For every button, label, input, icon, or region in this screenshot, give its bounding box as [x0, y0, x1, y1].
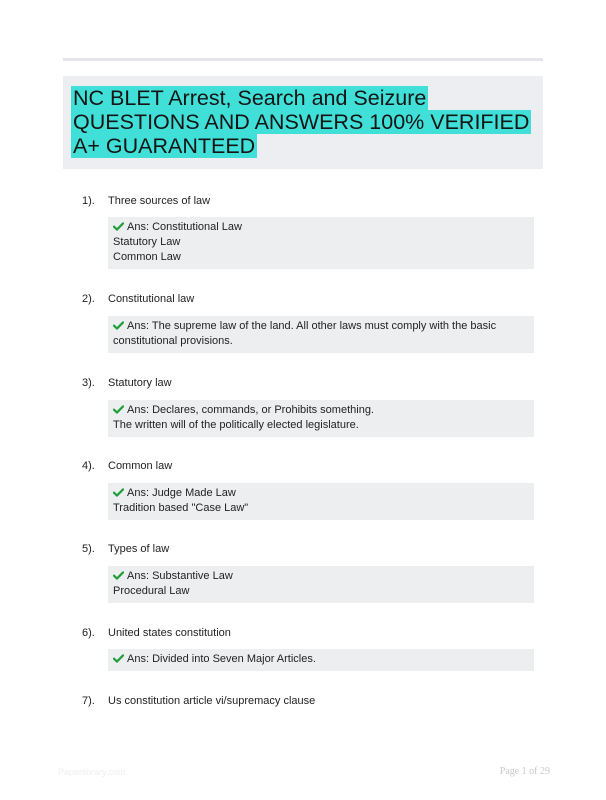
answer-text: Tradition based "Case Law"	[113, 502, 249, 514]
check-icon	[113, 488, 124, 497]
answer-text: Ans: The supreme law of the land. All other laws must comply with the basic constitutional provisions.	[113, 320, 497, 347]
answer-box	[108, 566, 534, 603]
check-icon	[113, 654, 124, 663]
answer-text: Procedural Law	[113, 585, 190, 597]
check-icon	[113, 571, 124, 580]
answer-text: Ans: Declares, commands, or Prohibits something.	[127, 404, 374, 416]
answer-text: Ans: Substantive Law	[127, 570, 233, 582]
answer-line	[113, 584, 529, 599]
answer-text: Ans: Constitutional Law	[127, 221, 242, 233]
answer-line	[113, 250, 529, 265]
question-text: United states constitution	[108, 627, 231, 639]
page-number: Page 1 of 29	[499, 766, 550, 777]
answer-text: Ans: Divided into Seven Major Articles.	[127, 653, 316, 665]
answer-box	[108, 217, 534, 269]
top-divider	[63, 58, 543, 61]
answer-line	[113, 486, 529, 501]
answer-line	[113, 501, 529, 516]
question-text: Us constitution article vi/supremacy clause	[108, 695, 316, 707]
document-title	[71, 86, 535, 158]
question-number: 6).	[82, 627, 95, 639]
question-text: Types of law	[108, 543, 170, 555]
check-icon	[113, 405, 124, 414]
answer-box	[108, 316, 534, 353]
check-icon	[113, 222, 124, 231]
answer-line	[113, 235, 529, 250]
answer-line	[113, 569, 529, 584]
answer-box	[108, 483, 534, 520]
answer-line	[113, 220, 529, 235]
question-text: Three sources of law	[108, 195, 211, 207]
question-number: 5).	[82, 543, 95, 555]
document-title-text: NC BLET Arrest, Search and Seizure QUESTIONS AND ANSWERS 100% VERIFIED A+ GUARANTEED	[73, 86, 530, 158]
question-number: 2).	[82, 293, 95, 305]
question-text: Common law	[108, 460, 173, 472]
answer-text: The written will of the politically elected legislature.	[113, 419, 359, 431]
question-number: 4).	[82, 460, 95, 472]
question-number: 7).	[82, 695, 95, 707]
answer-box	[108, 400, 534, 437]
answer-text: Ans: Judge Made Law	[127, 487, 236, 499]
answer-line	[113, 652, 529, 667]
question-text: Constitutional law	[108, 293, 195, 305]
title-box	[63, 76, 543, 169]
answer-text: Statutory Law	[113, 236, 181, 248]
footer-watermark: Paperlibrary.com	[58, 767, 126, 777]
answer-text: Common Law	[113, 251, 181, 263]
answer-line	[113, 418, 529, 433]
question-text: Statutory law	[108, 377, 172, 389]
question-number: 1).	[82, 195, 95, 207]
question-number: 3).	[82, 377, 95, 389]
check-icon	[113, 321, 124, 330]
answer-line	[113, 403, 529, 418]
answer-box	[108, 649, 534, 671]
answer-line	[113, 319, 529, 349]
